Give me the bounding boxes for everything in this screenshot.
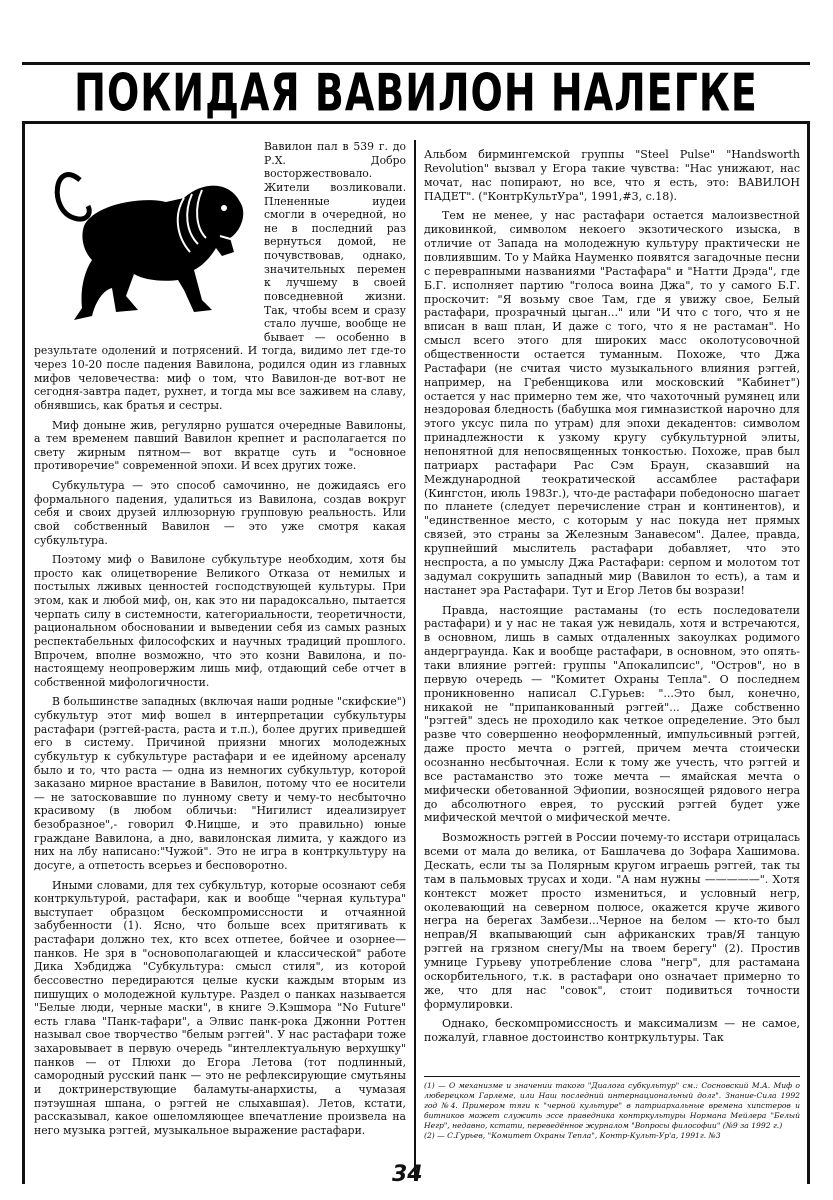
paragraph: Правда, настоящие растаманы (то есть последователи растафари) и у нас не такая уж невидаль, хотя и встречаются, в основном, лишь в самых отдаленных закоулках родимого андерграунда. Как и вообще растафари, в основном, это опять-таки влияние рэггей: группы "Апокалипсис", "Остров", но в первую очередь — "Комитет Охраны Тепла". О последнем проникновенно написал С.Гурьев: "...Это был, конечно, никакой не "припанкованный рэггей"... Даже собственно "рэггей" здесь не проходило как четкое определение. Это был разве что совершенно неоформленный, импульсивный рэггей, даже просто мечта о рэггей, причем мечта стоически осознанно несбыточная. Если к тому же учесть, что рэггей и все растаманство это тоже мечта — ямайская мечта о мифически обетованной Эфиопии, возносящей рядового негра до абсолютного еврея, то русский рэггей будет уже мифической мечтой о мифической мечте. [424,603,800,825]
lion-icon [34,140,252,336]
paragraph: Миф доныне жив, регулярно рушатся очередные Вавилоны, а тем временем павший Вавилон крепнет и располагается по свету жирным пятном— вот вкратце суть и "основное противоречие" современной эпохи. И всех других тоже. [34,418,406,473]
page-title: ПОКИДАЯ ВАВИЛОН НАЛЕГКЕ [74,63,758,123]
paragraph: Однако, бескомпромиссность и максимализм — не самое, пожалуй, главное достоинство контркультуры. Так [424,1017,800,1045]
footnote: (1) — О механизме и значении такого "Диалога субкультур" см.: Сосновский М.А. Миф о люберецком Гарлеме, или Наш последний интернациональный долг". Знание-Сила 1992 год №4. Примером тяги к "черной культуре" в патриархальные времена хипстеров и битников может служить эссе праведника контркультуры Нормана Мейлера "Белый Негр", недавно, кстати, переведённое журналом "Вопросы философии" (№9 за 1992 г.) [424,1081,800,1130]
paragraph: Вавилон пал в 539 г. до Р.Х. Добро восторжествовало. Жители возликовали. Плененные иудеи смогли в очередной, но не в последний раз вернуться домой, не почувствовав, однако, значительных перемен к лучшему в своей повседневной жизни. Так, чтобы всем и сразу стало лучше, вообще не бывает — особенно в результате одолений и потрясений. И тогда, видимо лет где-то через 10-20 после падения Вавилона, родился один из главных мифов человечества: миф о том, что Вавилон-де вот-вот не сегодня-завтра падет, рухнет, и тогда мы все заживем на славу, обнявшись, как братья и сестры. [34,140,406,412]
paragraph: Альбом бирмингемской группы "Steel Pulse" "Handsworth Revolution" вызвал у Егора такие чувства: "Нас унижают, нас мочат, нас попирают, но все, что я есть, это: ВАВИЛОН ПАДЕТ". ("КонтрКультУра", 1991,#3, с.18). [424,148,800,203]
paragraph: Тем не менее, у нас растафари остается малоизвестной диковинкой, символом некоего экзотического изыска, в отличие от Запада на молодежную культуру практически не повлиявшим. То у Майка Науменко появятся загадочные песни с переврапными названиями "Растафара" и "Натти Дрэда", где Б.Г. исполняет партию "голоса воина Джа", то у самого Б.Г. проскочит: "Я возьму свое Там, где я увижу свое, Белый растафари, прозрачный цыган..." или "И что с того, что я не вписан в ваш план, И даже с того, что я не растаман". Но смысл всего этого для широких масс околотусовочной общественности остается туманным. Похоже, что Джа Растафари (не считая чисто музыкального влияния рэггей, например, на Гребенщикова или московский "Кабинет") остается у нас примерно тем же, что чахоточный румянец или нездоровая бледность (бабушка моя гимназисткой нарочно для этого уксус пила по утрам) для эпохи декадентов: символом принадлежности к узкому кругу субкультурной элиты, непонятной для непосвященных тонкостью. Похоже, прав был патриарх растафари Рас Сэм Браун, сказавший на Международной теократической ассамблее растафари (Кингстон, июль 1983г.), что-де растафари победоносно шагает по планете (следует перечисление стран и континентов), и "единственное место, с которым у нас покуда нет прямых связей, это страны за Железным Занавесом". Далее, правда, крупнейший мыслитель растафари добавляет, что это неспроста, а по умыслу Джа Растафари: серпом и молотом тот задумал сокрушить западный мир (Вавилон то есть), а там и настанет эра Растафари. Тут и Егор Летов бы возрази! [424,209,800,597]
paragraph: В большинстве западных (включая наши родные "скифские") субкультур этот миф вошел в интерпретации субкультуры растафари (рэггей-раста, раста и т.п.), более других приведшей его в систему. Причиной приязни многих молодежных субкультур к субкультуре растафари и ее идейному арсеналу было и то, что раста — одна из немногих субкультур, которой заказано мирное врастание в Вавилон, потому что ее носители — не затосковавшие по лунному свету и чему-то несбыточно красивому (в любом обличьи: "Нигилист идеализирует безобразное",- говорил Ф.Ницше, и это правильно) юные граждане Вавилона, а дно, вавилонская лимита, у каждого из них на лбу написано:"Чужой". Это не игра в контркультуру на досуге, а отпетость всерьез и бесповоротно. [34,695,406,872]
paragraph: Субкультура — это способ самочинно, не дожидаясь его формального падения, удалиться из Вавилона, создав вокруг себя и своих друзей иллюзорную групповую реальность. Или свой собственный Вавилон — это уже смотря какая субкультура. [34,479,406,547]
left-column [34,140,406,1143]
paragraph: Возможность рэггей в России почему-то исстари отрицалась всеми от мала до велика, от Башлачева до Зофара Хашимова. Дескать, если ты за Полярным кругом играешь рэггей, так ты там в пальмовых трусах и ходи. "А нам нужны —————". Хотя контекст может просто измениться, и условный негр, околевающий на северном полюсе, окажется круче живого негра на берегах Замбези...Черное на белом — кто-то был неправ/Я вкапывающий сын африканских трав/Я танцую рэггей на грязном снегу/Мы на твоем берегу" (2). Простив умнице Гурьеву употребление слова "негр", для растамана оскорбительного, т.к. в растафари оно означает примерно то же, что для нас "совок", стоит подивиться точности формулировки. [424,831,800,1011]
paragraph: Поэтому миф о Вавилоне субкультуре необходим, хотя бы просто как олицетворение Великого Отказа от немилых и постылых лживых ценностей господствующей культуры. При этом, как и любой миф, он, как это ни парадоксально, пытается черпать силу в системности, категориальности, теоретичности, рациональном обосновании и выведении себя из самых разных респектабельных философских и научных традиций прошлого. Впрочем, вполне возможно, что это козни Вавилона, и по-настоящему неопровержим лишь миф, отдающий себе отчет в собственной мифологичности. [34,553,406,689]
page-number: 34 [392,1162,423,1187]
footnotes [424,1076,800,1141]
paragraph: Иными словами, для тех субкультур, которые осознают себя контркультурой, растафари, как и вообще "черная культура" выступает образцом бескомпромиссности и отчаянной забубенности (1). Ясно, что больше всех притягивать к растафари должно тех, кто всех отпетее, бойчее и озорнее— панков. Не зря в "основополагающей и классической" работе Дика Хэбдиджа "Субкультура: смысл стиля", из которой бессовестно передираются целые куски каждым вторым из пишущих о молодежной культуре. Раздел о панках называется "Белые люди, черные маски", в книге Э.Кэшмора "No Future" есть глава "Панк-тафари", а Элвис панк-рока Джонни Роттен называл свое творчество "белым рэггей". У нас растафари тоже захаровывает в первую очередь "интеллектуальную верхушку" панков — от Плюхи до Егора Летова (тот подлинный, самородный русский панк — это не рефлексирующие смутьяны и доктринерствующие баламуты-анархисты, а чумазая пэтэушная шпана, о рэггей не слыхавшая). Летов, кстати, рассказывал, какое ошеломляющее впечатление произвела на него музыка рэггей, музыкальное выражение растафари. [34,878,406,1137]
right-column [424,148,800,1051]
footnote: (2) — С.Гурьев, "Комитет Охраны Тепла", Контр-Культ-Ур'а, 1991г. №3 [424,1131,721,1140]
title-banner [22,62,810,124]
column-divider [414,140,416,1180]
